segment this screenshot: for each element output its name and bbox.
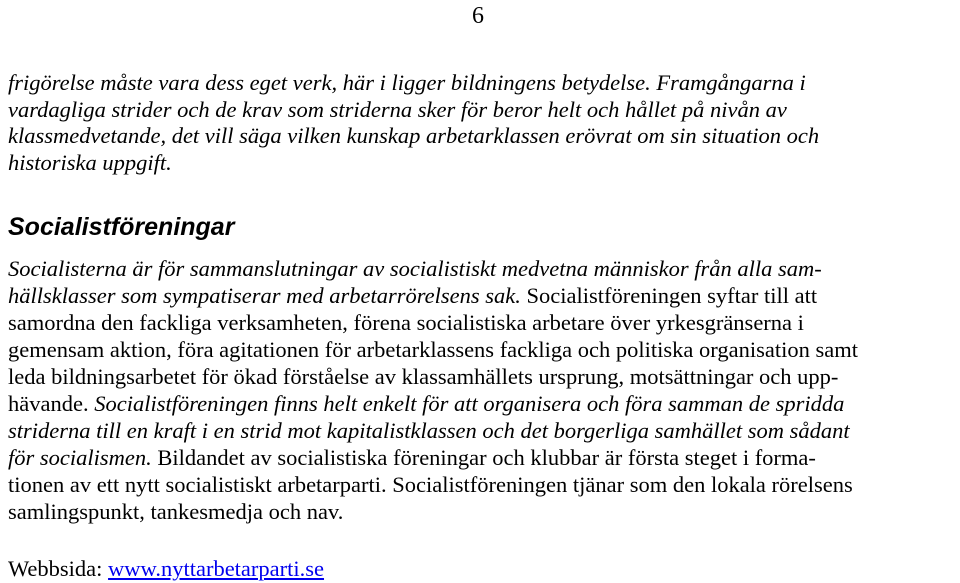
text-segment: samordna den fackliga verksamheten, förena socialistiska arbetare över yrkesgränserna i xyxy=(8,310,804,335)
text-segment: Socialistföreningen finns helt enkelt för att organisera och föra samman de spridda xyxy=(94,391,845,416)
website-link[interactable]: www.nyttarbetarparti.se xyxy=(108,556,325,581)
website-label: Webbsida: xyxy=(8,556,109,581)
section-heading: Socialistföreningar xyxy=(8,213,235,241)
text-segment: samlingspunkt, tankesmedja och nav. xyxy=(8,499,344,524)
text-line: historiska uppgift. xyxy=(8,149,172,175)
text-line: vardagliga strider och de krav som striderna sker för beror helt och hållet på nivån av xyxy=(8,96,787,122)
text-line: klassmedvetande, det vill säga vilken kunskap arbetarklassen erövrat om sin situation och xyxy=(8,123,820,148)
text-segment: hävande. xyxy=(8,391,95,416)
text-segment: Bildandet av socialistiska föreningar och klubbar är första steget i forma- xyxy=(151,445,816,470)
intro-paragraph xyxy=(8,70,819,176)
text-line: frigörelse måste vara dess eget verk, här i ligger bildningens betydelse. Framgångarna i xyxy=(8,70,806,95)
text-segment: tionen av ett nytt socialistiskt arbetarparti. Socialistföreningen tjänar som den lokala rörelsens xyxy=(8,472,853,497)
text-segment: striderna till en kraft i en strid mot kapitalistklassen och det borgerliga samhället som sådant xyxy=(8,418,850,443)
text-segment: hällsklasser som sympatiserar med arbetarrörelsens sak. xyxy=(8,283,521,308)
text-segment: Socialisterna är för sammanslutningar av socialistiskt medvetna människor från alla sam- xyxy=(8,256,822,281)
website-line xyxy=(8,555,324,583)
page-number: 6 xyxy=(472,3,484,29)
text-segment: Socialistföreningen syftar till att xyxy=(520,283,818,308)
text-segment: för socialismen. xyxy=(8,445,152,470)
text-segment: leda bildningsarbetet för ökad förståelse av klassamhällets ursprung, motsättningar och upp- xyxy=(8,364,839,389)
text-segment: gemensam aktion, föra agitationen för arbetarklassens fackliga och politiska organisation samt xyxy=(8,337,858,362)
body-paragraph xyxy=(8,255,858,525)
